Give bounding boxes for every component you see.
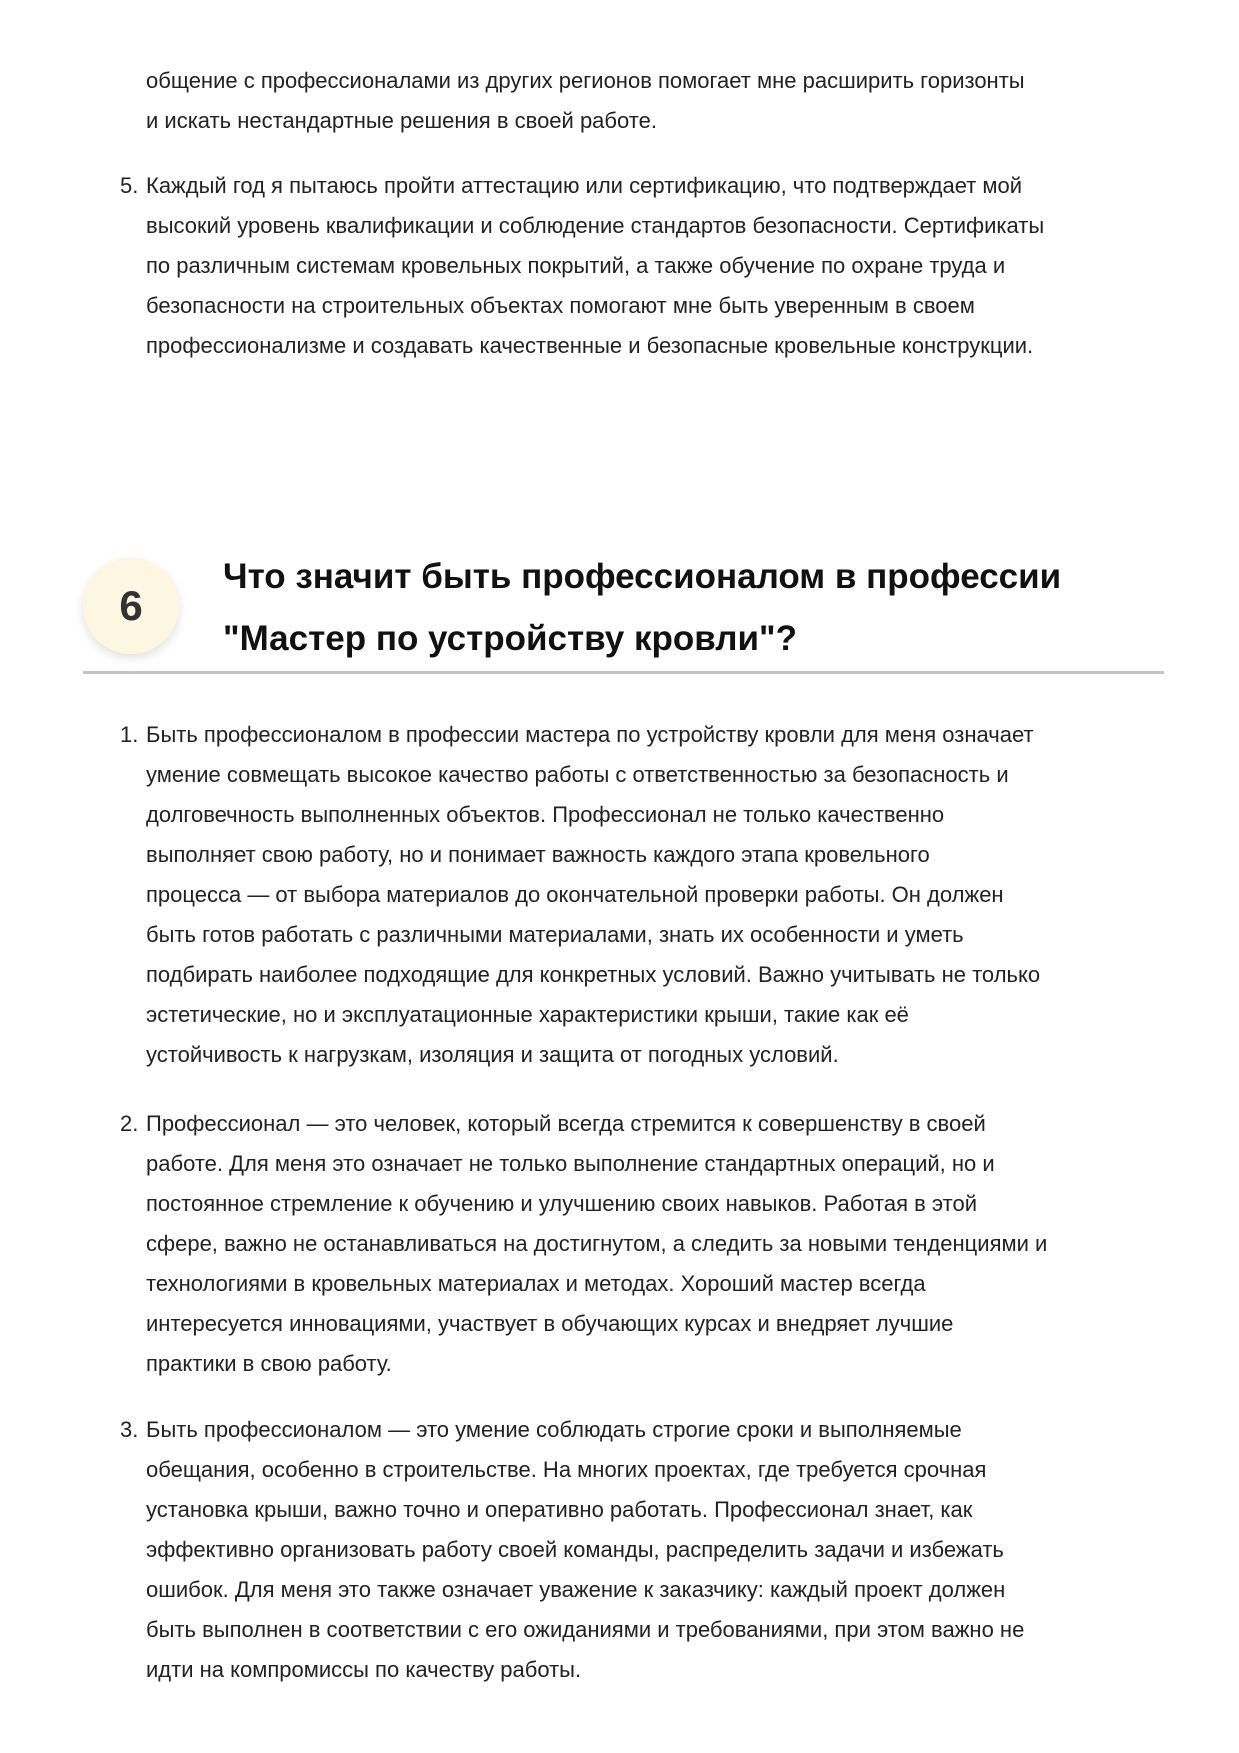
heading-divider bbox=[83, 671, 1164, 674]
list-item-2 bbox=[120, 1104, 1186, 1384]
text-line: по различным системам кровельных покрытий, а также обучение по охране труда и bbox=[146, 253, 1006, 278]
text-line: постоянное стремление к обучению и улучшению своих навыков. Работая в этой bbox=[146, 1191, 978, 1216]
text-line: безопасности на строительных объектах помогают мне быть уверенным в своем bbox=[146, 293, 975, 318]
text-line: практики в свою работу. bbox=[146, 1351, 392, 1376]
text-line: долговечность выполненных объектов. Профессионал не только качественно bbox=[146, 802, 945, 827]
heading-line: Что значит быть профессионалом в профессии bbox=[223, 557, 1062, 596]
text-line: Каждый год я пытаюсь пройти аттестацию или сертификацию, что подтверждает мой bbox=[146, 173, 1023, 198]
text-line: общение с профессионалами из других регионов помогает мне расширить горизонты bbox=[146, 68, 1025, 93]
text-line: и искать нестандартные решения в своей работе. bbox=[146, 108, 657, 133]
text-line: эффективно организовать работу своей команды, распределить задачи и избежать bbox=[146, 1537, 1004, 1562]
text-line: выполняет свою работу, но и понимает важность каждого этапа кровельного bbox=[146, 842, 930, 867]
text-line: Быть профессионалом в профессии мастера по устройству кровли для меня означает bbox=[146, 722, 1034, 747]
intro-paragraph bbox=[146, 61, 1186, 141]
list-item-1 bbox=[120, 715, 1186, 1075]
text-line: обещания, особенно в строительстве. На многих проектах, где требуется срочная bbox=[146, 1457, 987, 1482]
text-line: Профессионал — это человек, который всегда стремится к совершенству в своей bbox=[146, 1111, 986, 1136]
text-line: Быть профессионалом — это умение соблюдать строгие сроки и выполняемые bbox=[146, 1417, 962, 1442]
section-number-badge: 6 bbox=[83, 558, 179, 654]
heading-line: "Мастер по устройству кровли"? bbox=[223, 619, 798, 658]
text-line: быть готов работать с различными материалами, знать их особенности и уметь bbox=[146, 922, 964, 947]
text-line: работе. Для меня это означает не только выполнение стандартных операций, но и bbox=[146, 1151, 995, 1176]
text-line: профессионализме и создавать качественные и безопасные кровельные конструкции. bbox=[146, 333, 1034, 358]
list-number: 5. bbox=[120, 173, 139, 198]
text-line: установка крыши, важно точно и оперативно работать. Профессионал знает, как bbox=[146, 1497, 973, 1522]
list-number: 2. bbox=[120, 1111, 139, 1136]
list-item-3 bbox=[120, 1410, 1186, 1690]
text-line: ошибок. Для меня это также означает уважение к заказчику: каждый проект должен bbox=[146, 1577, 1006, 1602]
text-line: идти на компромиссы по качеству работы. bbox=[146, 1657, 582, 1682]
section-heading bbox=[223, 546, 1061, 670]
text-line: умение совмещать высокое качество работы с ответственностью за безопасность и bbox=[146, 762, 1009, 787]
text-line: сфере, важно не останавливаться на достигнутом, а следить за новыми тенденциями и bbox=[146, 1231, 1048, 1256]
text-line: технологиями в кровельных материалах и методах. Хороший мастер всегда bbox=[146, 1271, 926, 1296]
text-line: высокий уровень квалификации и соблюдение стандартов безопасности. Сертификаты bbox=[146, 213, 1045, 238]
text-line: процесса — от выбора материалов до окончательной проверки работы. Он должен bbox=[146, 882, 1004, 907]
text-line: интересуется инновациями, участвует в обучающих курсах и внедряет лучшие bbox=[146, 1311, 954, 1336]
text-line: устойчивость к нагрузкам, изоляция и защита от погодных условий. bbox=[146, 1042, 839, 1067]
text-line: эстетические, но и эксплуатационные характеристики крыши, такие как её bbox=[146, 1002, 909, 1027]
list-number: 3. bbox=[120, 1417, 139, 1442]
list-item-5 bbox=[120, 166, 1186, 366]
text-line: подбирать наиболее подходящие для конкретных условий. Важно учитывать не только bbox=[146, 962, 1041, 987]
text-line: быть выполнен в соответствии с его ожиданиями и требованиями, при этом важно не bbox=[146, 1617, 1025, 1642]
list-number: 1. bbox=[120, 722, 139, 747]
